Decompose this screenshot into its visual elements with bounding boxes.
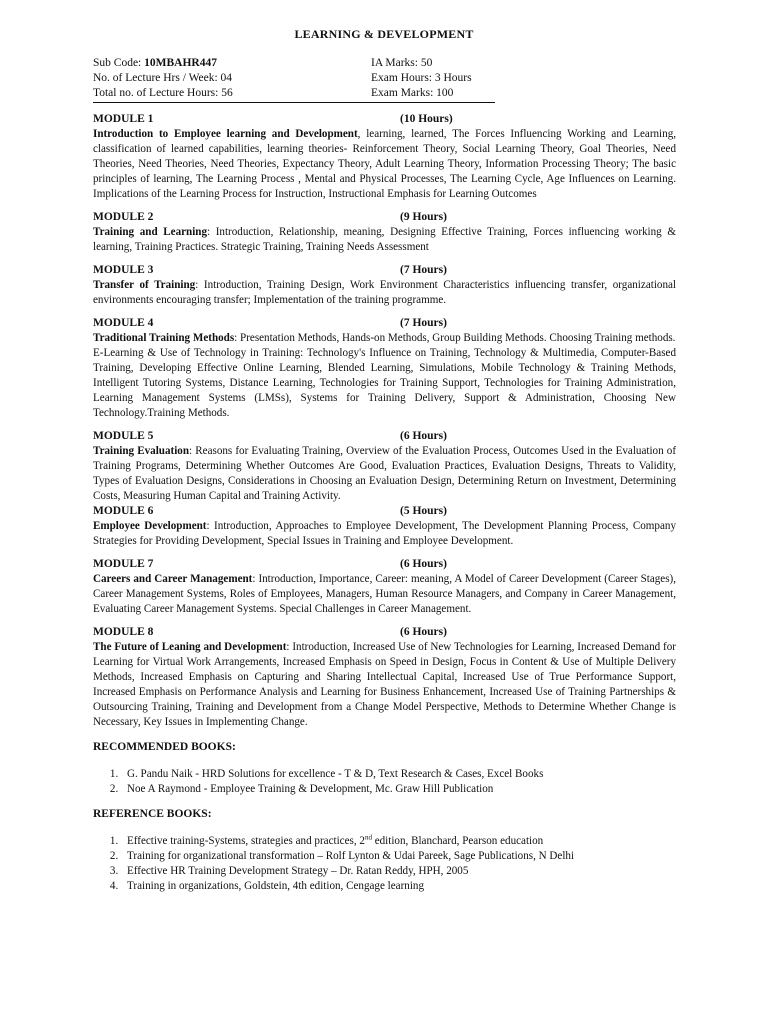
sub-code-value: 10MBAHR447	[144, 57, 217, 69]
module-text: : Presentation Methods, Hands-on Methods, Group Building Methods. Choosing Training methods.	[234, 332, 676, 344]
module-text: : Introduction, Approaches to Employee Development, The Development Planning Process, Company Strategies for Providing Development, Special Issues in Training and Employee Development.	[93, 520, 676, 547]
module-5	[93, 429, 676, 504]
module-name: MODULE 4	[93, 317, 154, 329]
ia-marks: IA Marks: 50	[371, 57, 433, 69]
module-7	[93, 557, 676, 617]
superscript: nd	[364, 833, 372, 842]
module-8	[93, 625, 676, 730]
total-lecture-hours: Total no. of Lecture Hours: 56	[93, 87, 233, 99]
module-hours: (5 Hours)	[400, 505, 447, 517]
module-extra: E-Learning & Use of Technology in Training: Technology's Influence on Training, Technology & Multimedia, Computer-Based Training, Developing Effective Online Learning, Blended Learning, Simulations, Mobile Technology & Training Methods, Intelligent Tutoring Systems, Distance Learning, Technologies for Training Support, Technologies for Training Administration, Learning Management Systems (LMSs), Systems for Training Delivery, Support & Administration, Choosing New Technology.Training Methods.	[93, 347, 676, 419]
module-6	[93, 504, 676, 549]
module-description	[93, 640, 676, 730]
meta-divider	[93, 102, 495, 103]
module-text: : Introduction, Training Design, Work Environment Characteristics influencing transfer, organizational environments encouraging transfer; Implementation of the training programme.	[93, 279, 677, 306]
module-name: MODULE 1	[93, 113, 154, 125]
module-3	[93, 263, 676, 308]
module-hours: (7 Hours)	[400, 264, 447, 276]
list-item: 3. Effective HR Training Development Strategy – Dr. Ratan Reddy, HPH, 2005	[121, 864, 676, 879]
page-title: LEARNING & DEVELOPMENT	[294, 27, 474, 41]
module-description	[93, 519, 676, 549]
lecture-hrs-week: No. of Lecture Hrs / Week: 04	[93, 72, 233, 84]
module-hours: (6 Hours)	[400, 430, 447, 442]
module-name: MODULE 5	[93, 430, 154, 442]
module-text: : Reasons for Evaluating Training, Overview of the Evaluation Process, Outcomes Used in the Evaluation of Training Programs, Determining Whether Outcomes Are Good, Evaluation Practices, Evaluation Designs, Threats to Validity, Types of Evaluation Designs, Considerations in Choosing an Evaluation Design, Determining Return on Investment, Determining Costs, Measuring Human Capital and Training Activity.	[93, 445, 677, 502]
module-text: : Introduction, Increased Use of New Technologies for Learning, Increased Demand for Learning for Virtual Work Arrangements, Increased Emphasis on Speed in Design, Focus in Content & Use of Multiple Delivery Methods, Increased Emphasis on Capturing and Sharing Intellectual Capital, Increased Use of True Performance Support, Increased Emphasis on Performance Analysis and Learning for Business Enhancement, Increased Use of Training Partnerships & Outsourcing Training, Training and Development from a Change Model Perspective, Methods to Determine Whether Change is Necessary, Key Issues in Implementing Change.	[93, 641, 676, 728]
module-hours: (9 Hours)	[400, 211, 447, 223]
module-description	[93, 225, 676, 255]
module-description	[93, 444, 676, 504]
list-item	[121, 834, 676, 849]
module-text: : Introduction, Relationship, meaning, Designing Effective Training, Forces influencing working & learning, Training Practices. Strategic Training, Training Needs Assessment	[93, 226, 676, 253]
exam-hours: Exam Hours: 3 Hours	[371, 72, 472, 84]
module-topic: Introduction to Employee learning and Development	[93, 128, 358, 140]
module-topic: Transfer of Training	[93, 279, 196, 291]
module-hours: (6 Hours)	[400, 626, 447, 638]
module-name: MODULE 8	[93, 626, 154, 638]
module-topic: The Future of Leaning and Development	[93, 641, 287, 653]
sub-code	[93, 56, 371, 71]
recommended-books-list	[93, 767, 676, 797]
recommended-books-heading: RECOMMENDED BOOKS:	[93, 741, 236, 753]
sub-code-label: Sub Code:	[93, 57, 145, 69]
module-topic: Careers and Career Management	[93, 573, 253, 585]
module-topic: Employee Development	[93, 520, 207, 532]
module-topic: Training Evaluation	[93, 445, 190, 457]
list-item: 1. G. Pandu Naik - HRD Solutions for excellence - T & D, Text Research & Cases, Excel Books	[121, 767, 676, 782]
syllabus-content	[93, 112, 676, 894]
module-description	[93, 278, 676, 308]
module-name: MODULE 3	[93, 264, 154, 276]
module-topic: Training and Learning	[93, 226, 208, 238]
course-meta	[93, 56, 495, 101]
module-description	[93, 331, 676, 346]
module-hours: (10 Hours)	[400, 113, 453, 125]
module-hours: (6 Hours)	[400, 558, 447, 570]
list-item: 2. Noe A Raymond - Employee Training & Development, Mc. Graw Hill Publication	[121, 782, 676, 797]
module-4	[93, 316, 676, 421]
reference-books-heading: REFERENCE BOOKS:	[93, 808, 212, 820]
reference-text: edition, Blanchard, Pearson education	[371, 835, 544, 847]
module-description	[93, 572, 676, 617]
list-item: 2. Training for organizational transformation – Rolf Lynton & Udai Pareek, Sage Publications, N Delhi	[121, 849, 676, 864]
exam-marks: Exam Marks: 100	[371, 87, 454, 99]
module-name: MODULE 6	[93, 505, 154, 517]
module-description	[93, 127, 676, 202]
module-name: MODULE 2	[93, 211, 154, 223]
module-text: : Introduction, Importance, Career: meaning, A Model of Career Development (Career Stages), Career Management Systems, Roles of Employees, Managers, Human Resource Managers, and Company in Career Management, Evaluating Career Management Systems. Special Challenges in Career Management.	[93, 573, 676, 615]
module-1	[93, 112, 676, 202]
module-hours: (7 Hours)	[400, 317, 447, 329]
module-name: MODULE 7	[93, 558, 154, 570]
list-item: 4. Training in organizations, Goldstein, 4th edition, Cengage learning	[121, 879, 676, 894]
reference-books-list	[93, 834, 676, 894]
module-2	[93, 210, 676, 255]
module-topic: Traditional Training Methods	[93, 332, 235, 344]
module-text: , learning, learned, The Forces Influencing Working and Learning, classification of learned capabilities, learning theories- Reinforcement Theory, Social Learning Theory, Goal Theories, Need Theories, Need Theories, Need Theories, Expectancy Theory, Adult Learning Theory, Information Processing Theory; The basic principles of learning, The Learning Process , Mental and Physical Processes, The Learning Cycle, Age Influences on Learning. Implications of the Learning Process for Instruction, Instructional Emphasis for Learning Outcomes	[93, 128, 677, 200]
reference-text: Effective training-Systems, strategies and practices, 2	[127, 835, 365, 847]
